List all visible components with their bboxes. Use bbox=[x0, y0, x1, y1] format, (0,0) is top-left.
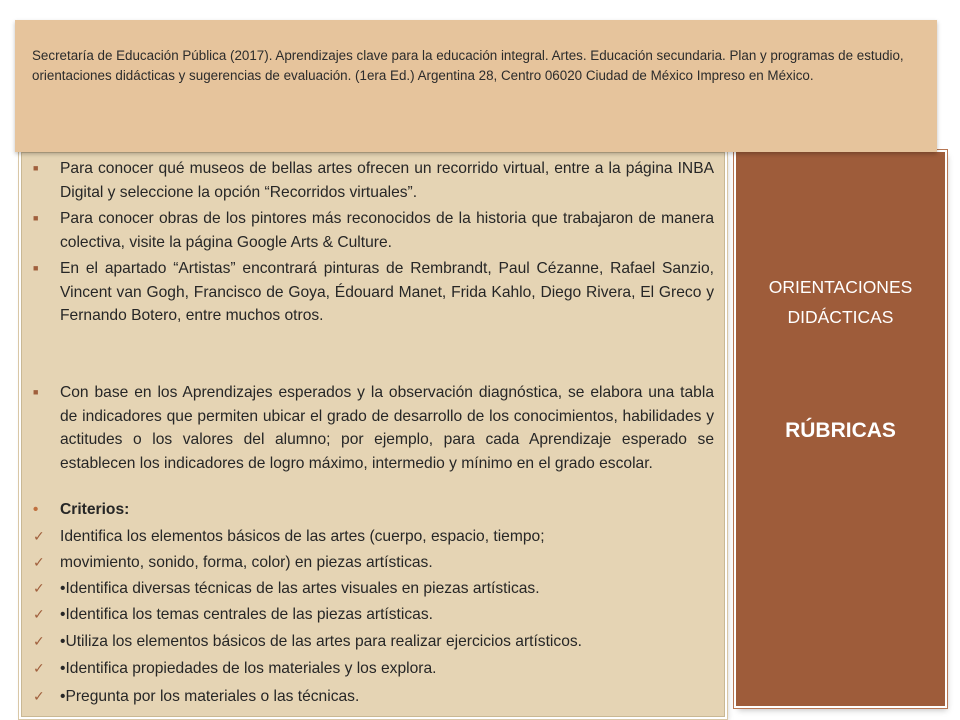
side-panel bbox=[736, 152, 945, 706]
criteria-item-text: Identifica los elementos básicos de las artes (cuerpo, espacio, tiempo; bbox=[60, 528, 545, 545]
checkmark-icon: ✓ bbox=[33, 688, 45, 704]
criteria-label: Criterios: bbox=[60, 501, 130, 518]
panel-title: ORIENTACIONES DIDÁCTICAS bbox=[768, 277, 913, 327]
square-bullet-icon: ■ bbox=[33, 163, 39, 173]
checkmark-icon: ✓ bbox=[33, 606, 45, 622]
criteria-item-text: movimiento, sonido, forma, color) en piezas artísticas. bbox=[60, 554, 433, 571]
criteria-item-text: •Identifica propiedades de los materiales y los explora. bbox=[60, 660, 437, 677]
list-item-text: Para conocer obras de los pintores más reconocidos de la historia que trabajaron de manera colectiva, visite la página Google Arts & Culture. bbox=[60, 210, 714, 251]
content-panel bbox=[21, 152, 725, 717]
criteria-item bbox=[33, 525, 720, 549]
list-item bbox=[33, 257, 714, 328]
criteria-item bbox=[33, 577, 720, 601]
criteria-item bbox=[33, 685, 720, 709]
criteria-item bbox=[33, 657, 720, 681]
criteria-item-text: •Utiliza los elementos básicos de las artes para realizar ejercicios artísticos. bbox=[60, 633, 582, 650]
square-bullet-icon: ■ bbox=[33, 213, 39, 223]
checkmark-icon: ✓ bbox=[33, 660, 45, 676]
citation-text: Secretaría de Educación Pública (2017). Aprendizajes clave para la educación integral. Artes. Educación secundaria. Plan y programas de estudio, orientaciones didácticas y sugerencias de evaluación. (1era Ed.) Argentina 28, Centro 06020 Ciudad de México Impreso en México. bbox=[32, 48, 904, 83]
checkmark-icon: ✓ bbox=[33, 580, 45, 596]
list-item-text: Con base en los Aprendizajes esperados y la observación diagnóstica, se elabora una tabla de indicadores que permiten ubicar el grado de desarrollo de los conocimientos, habilidades y actitudes o los valores del alumno; por ejemplo, para cada Aprendizaje esperado se establecen los indicadores de logro máximo, intermedio y mínimo en el grado escolar. bbox=[60, 384, 714, 472]
criteria-item bbox=[33, 551, 720, 575]
checkmark-icon: ✓ bbox=[33, 554, 45, 570]
criteria-heading bbox=[33, 498, 130, 522]
panel-subtitle: RÚBRICAS bbox=[785, 419, 896, 442]
list-item-text: En el apartado “Artistas” encontrará pinturas de Rembrandt, Paul Cézanne, Rafael Sanzio, Vincent van Gogh, Francisco de Goya, Édouard Manet, Frida Kahlo, Diego Rivera, El Greco y Fernando Botero, entre muchos otros. bbox=[60, 260, 714, 325]
criteria-item-text: •Identifica diversas técnicas de las artes visuales en piezas artísticas. bbox=[60, 580, 540, 597]
criteria-item-text: •Identifica los temas centrales de las piezas artísticas. bbox=[60, 606, 433, 623]
round-bullet-icon: • bbox=[33, 501, 39, 518]
criteria-item bbox=[33, 630, 720, 654]
list-item bbox=[33, 157, 714, 204]
citation-header bbox=[15, 20, 937, 152]
checkmark-icon: ✓ bbox=[33, 633, 45, 649]
square-bullet-icon: ■ bbox=[33, 263, 39, 273]
checkmark-icon: ✓ bbox=[33, 528, 45, 544]
criteria-item bbox=[33, 603, 720, 627]
list-item bbox=[33, 381, 714, 475]
list-item bbox=[33, 207, 714, 254]
criteria-item-text: •Pregunta por los materiales o las técnicas. bbox=[60, 688, 360, 705]
square-bullet-icon: ■ bbox=[33, 387, 39, 397]
list-item-text: Para conocer qué museos de bellas artes ofrecen un recorrido virtual, entre a la página INBA Digital y seleccione la opción “Recorridos virtuales”. bbox=[60, 160, 714, 201]
